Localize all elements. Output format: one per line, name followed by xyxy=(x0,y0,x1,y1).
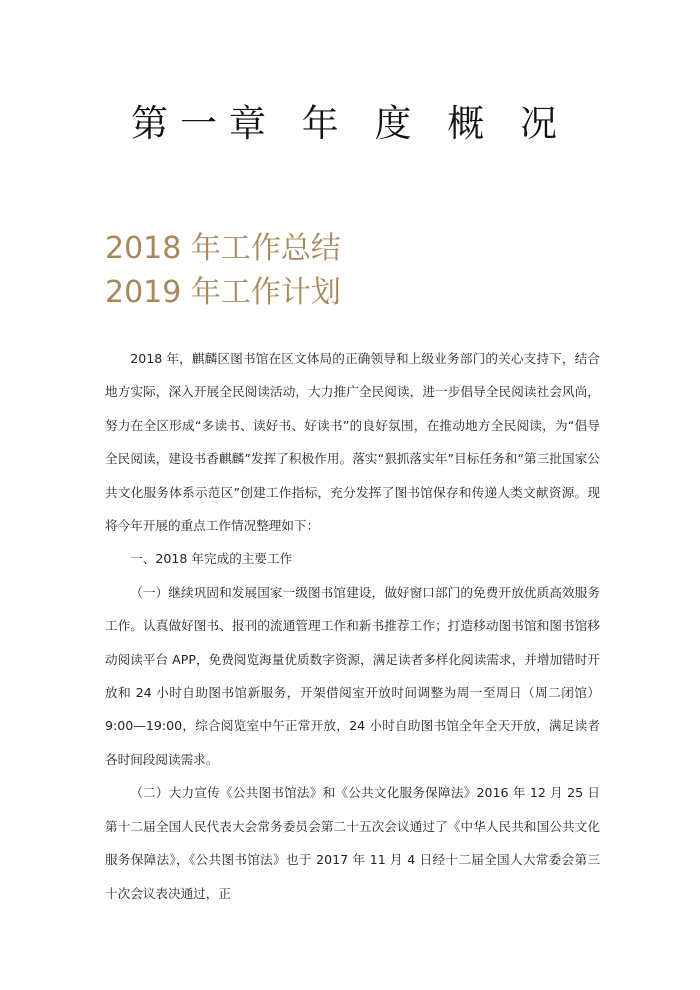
section-one-heading: 一、2018 年完成的主要工作 xyxy=(130,551,293,567)
item-one-paragraph: （一）继续巩固和发展国家一级图书馆建设，做好窗口部门的免费开放优质高效服务工作。认真做好图书、报刊的流通管理工作和新书推荐工作；打造移动图书馆和图书馆移动阅读平台 APP，免费阅览海量优质数字资源，满足读者多样化阅读需求，并增加错时开放和 24 小时自助图书馆新服务，开架借阅室开放时间调整为周一至周日（周二闭馆）9:00—19:00，综合阅览室中午正常开放，24 小时自助图书馆全年全天开放，满足读者各时间段阅读需求。 xyxy=(105,584,600,767)
heading-2018-summary: 2018 年工作总结 xyxy=(105,231,341,266)
body-text xyxy=(105,342,600,910)
section-heading xyxy=(105,227,625,315)
item-two-paragraph: （二）大力宣传《公共图书馆法》和《公共文化服务保障法》2016 年 12 月 25 日第十二届全国人民代表大会常务委员会第二十五次会议通过了《中华人民共和国公共文化服务保障法》，《公共图书馆法》也于 2017 年 11 月 4 日经十二届全国人大常委会第三十次会议表决通过，正 xyxy=(105,785,600,901)
heading-2019-plan: 2019 年工作计划 xyxy=(105,275,341,310)
intro-paragraph: 2018 年，麒麟区图书馆在区文体局的正确领导和上级业务部门的关心支持下，结合地方实际，深入开展全民阅读活动，大力推广全民阅读，进一步倡导全民阅读社会风尚，努力在全区形成“多读书、读好书、好读书”的良好氛围，在推动地方全民阅读，为“倡导全民阅读，建设书香麒麟”发挥了积极作用。落实“狠抓落实年”目标任务和“第三批国家公共文化服务体系示范区”创建工作指标，充分发挥了图书馆保存和传递人类文献资源。现将今年开展的重点工作情况整理如下： xyxy=(105,351,600,534)
chapter-title: 第一章 年 度 概 况 xyxy=(130,102,570,145)
